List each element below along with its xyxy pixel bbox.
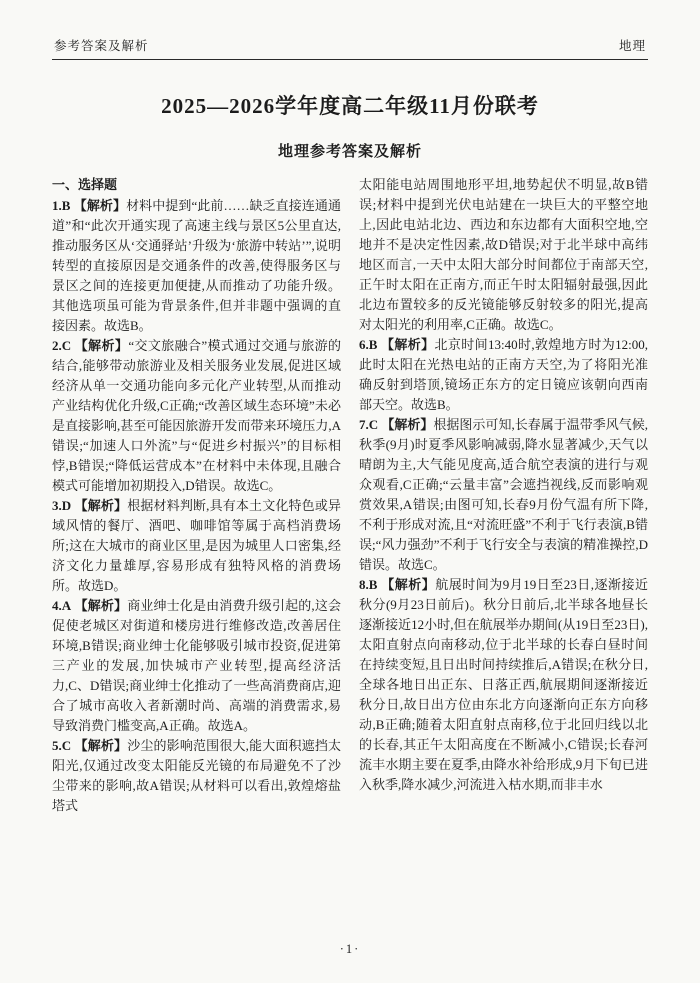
- analysis-tag: 【解析】: [74, 498, 128, 513]
- analysis-tag: 【解析】: [74, 338, 129, 353]
- answer-number: 1.B: [52, 198, 71, 213]
- answer-item-4: [52, 596, 341, 736]
- analysis-tag: 【解析】: [74, 738, 128, 753]
- answer-number: 4.A: [52, 598, 72, 613]
- answer-item-2: [52, 336, 341, 496]
- answer-number: 6.B: [359, 337, 378, 352]
- answer-number: 3.D: [52, 498, 72, 513]
- answer-key-subtitle: 地理参考答案及解析: [277, 144, 422, 160]
- analysis-text: 航展时间为9月19日至23日,逐渐接近秋分(9月23日前后)。秋分日前后,北半球各地昼长逐渐接近12小时,但在航展举办期间(从19日至23日),太阳直射点向南移动,位于北半球的长春白昼时间在持续变短,且日出时间持续推后,A错误;在秋分日,全球各地日出正东、日落正西,航展期间逐渐接近秋分日,故日出方位由东北方向逐渐向正东方向移动,B正确;随着太阳直射点南移,位于北回归线以北的长春,其正午太阳高度在不断减小,C错误;长春河流丰水期主要在夏季,由降水补给形成,9月下旬已进入秋季,降水减少,河流进入枯水期,而非丰水: [359, 577, 648, 792]
- analysis-text-continuation: 太阳能电站周围地形平坦,地势起伏不明显,故B错误;材料中提到光伏电站建在一块巨大的平整空地上,因此电站北边、西边和东边都有大面积空地,空地并不是决定性因素,故D错误;对于北半球中高纬地区而言,一天中太阳大部分时间都位于南部天空,正午时太阳在正南方,而正午时太阳辐射最强,因此北边布置较多的反光镜能够反射较多的阳光,提高对太阳光的利用率,C正确。故选C。: [359, 177, 648, 332]
- answer-item-3: [52, 496, 341, 596]
- answer-number: 8.B: [359, 577, 378, 592]
- analysis-text: 材料中提到“此前……缺乏直接连通通道”和“此次开通实现了高速主线与景区5公里直达,推动服务区从‘交通驿站’升级为‘旅游中转站’”,说明转型的直接原因是交通条件的改善,使得服务区与景区之间的连接更加便捷,从而推动了功能升级。其他选项虽可能为背景条件,但并非题中强调的直接因素。故选B。: [52, 198, 341, 333]
- analysis-text: 商业绅士化是由消费升级引起的,这会促使老城区对街道和楼房进行维修改造,改善居住环境,B错误;商业绅士化能够吸引城市投资,促进第三产业的发展,加快城市产业转型,提高经济活力,C、D错误;商业绅士化推动了一些高消费商店,迎合了城市高收入者新潮时尚、高端的消费需求,易导致消费门槛变高,A正确。故选A。: [52, 598, 341, 733]
- answer-item-6: [359, 335, 648, 415]
- left-column: [52, 175, 341, 816]
- right-column: [359, 175, 648, 816]
- answer-number: 5.C: [52, 738, 72, 753]
- page-number: ·1·: [339, 942, 361, 956]
- answer-item-5: [52, 736, 341, 816]
- answer-item-8: [359, 575, 648, 795]
- analysis-text: 北京时间13:40时,敦煌地方时为12:00,此时太阳在光热电站的正南方天空,为了将阳光准确反射到塔顶,镜场正东方的定日镜应该朝向西南部天空。故选B。: [359, 337, 648, 412]
- exam-title: 2025—2026学年度高二年级11月份联考: [161, 94, 539, 118]
- analysis-tag: 【解析】: [381, 417, 434, 432]
- analysis-tag: 【解析】: [381, 577, 436, 592]
- answer-number: 7.C: [359, 417, 379, 432]
- header-left-text: 参考答案及解析: [54, 39, 149, 53]
- analysis-text: 根据图示可知,长春属于温带季风气候,秋季(9月)时夏季风影响减弱,降水显著减少,天气以晴朗为主,大气能见度高,适合航空表演的进行与观众观看,C正确;“云量丰富”会遮挡视线,反而影响观赏效果,A错误;由图可知,长春9月份气温有所下降,不利于形成对流,且“对流旺盛”不利于飞行表演,B错误;“风力强劲”不利于飞行安全与表演的精准操控,D错误。故选C。: [359, 417, 648, 572]
- analysis-text: 根据材料判断,具有本土文化特色或异域风情的餐厅、酒吧、咖啡馆等属于高档消费场所;这在大城市的商业区里,是因为城里人口密集,经济文化力量雄厚,容易形成有独特风格的消费场所。故选D。: [52, 498, 341, 593]
- answer-item-1: [52, 196, 341, 336]
- answer-number: 2.C: [52, 338, 72, 353]
- header-rule: [52, 59, 648, 60]
- analysis-tag: 【解析】: [73, 198, 127, 213]
- analysis-tag: 【解析】: [381, 337, 435, 352]
- answer-item-7: [359, 415, 648, 575]
- section-heading-choice: 一、选择题: [52, 177, 118, 192]
- two-column-body: [52, 175, 648, 816]
- analysis-text: “交文旅融合”模式通过交通与旅游的结合,能够带动旅游业及相关服务业发展,促进区域经济从单一交通功能向多元化产业转型,从而推动产业结构优化升级,C正确;“改善区域生态环境”未必是直接影响,甚至可能因旅游开发而带来环境压力,A错误;“加速人口外流”与“促进乡村振兴”的目标相悖,B错误;“降低运营成本”在材料中未体现,且融合模式可能增加初期投入,D错误。故选C。: [52, 338, 341, 493]
- analysis-tag: 【解析】: [74, 598, 128, 613]
- header-right-subject: 地理: [618, 39, 646, 53]
- analysis-text: 沙尘的影响范围很大,能大面积遮挡太阳光,仅通过改变太阳能反光镜的布局避免不了沙尘带来的影响,故A错误;从材料可以看出,敦煌熔盐塔式: [52, 738, 341, 813]
- answer-item-5-continuation: [359, 175, 648, 335]
- page-header: [52, 36, 648, 59]
